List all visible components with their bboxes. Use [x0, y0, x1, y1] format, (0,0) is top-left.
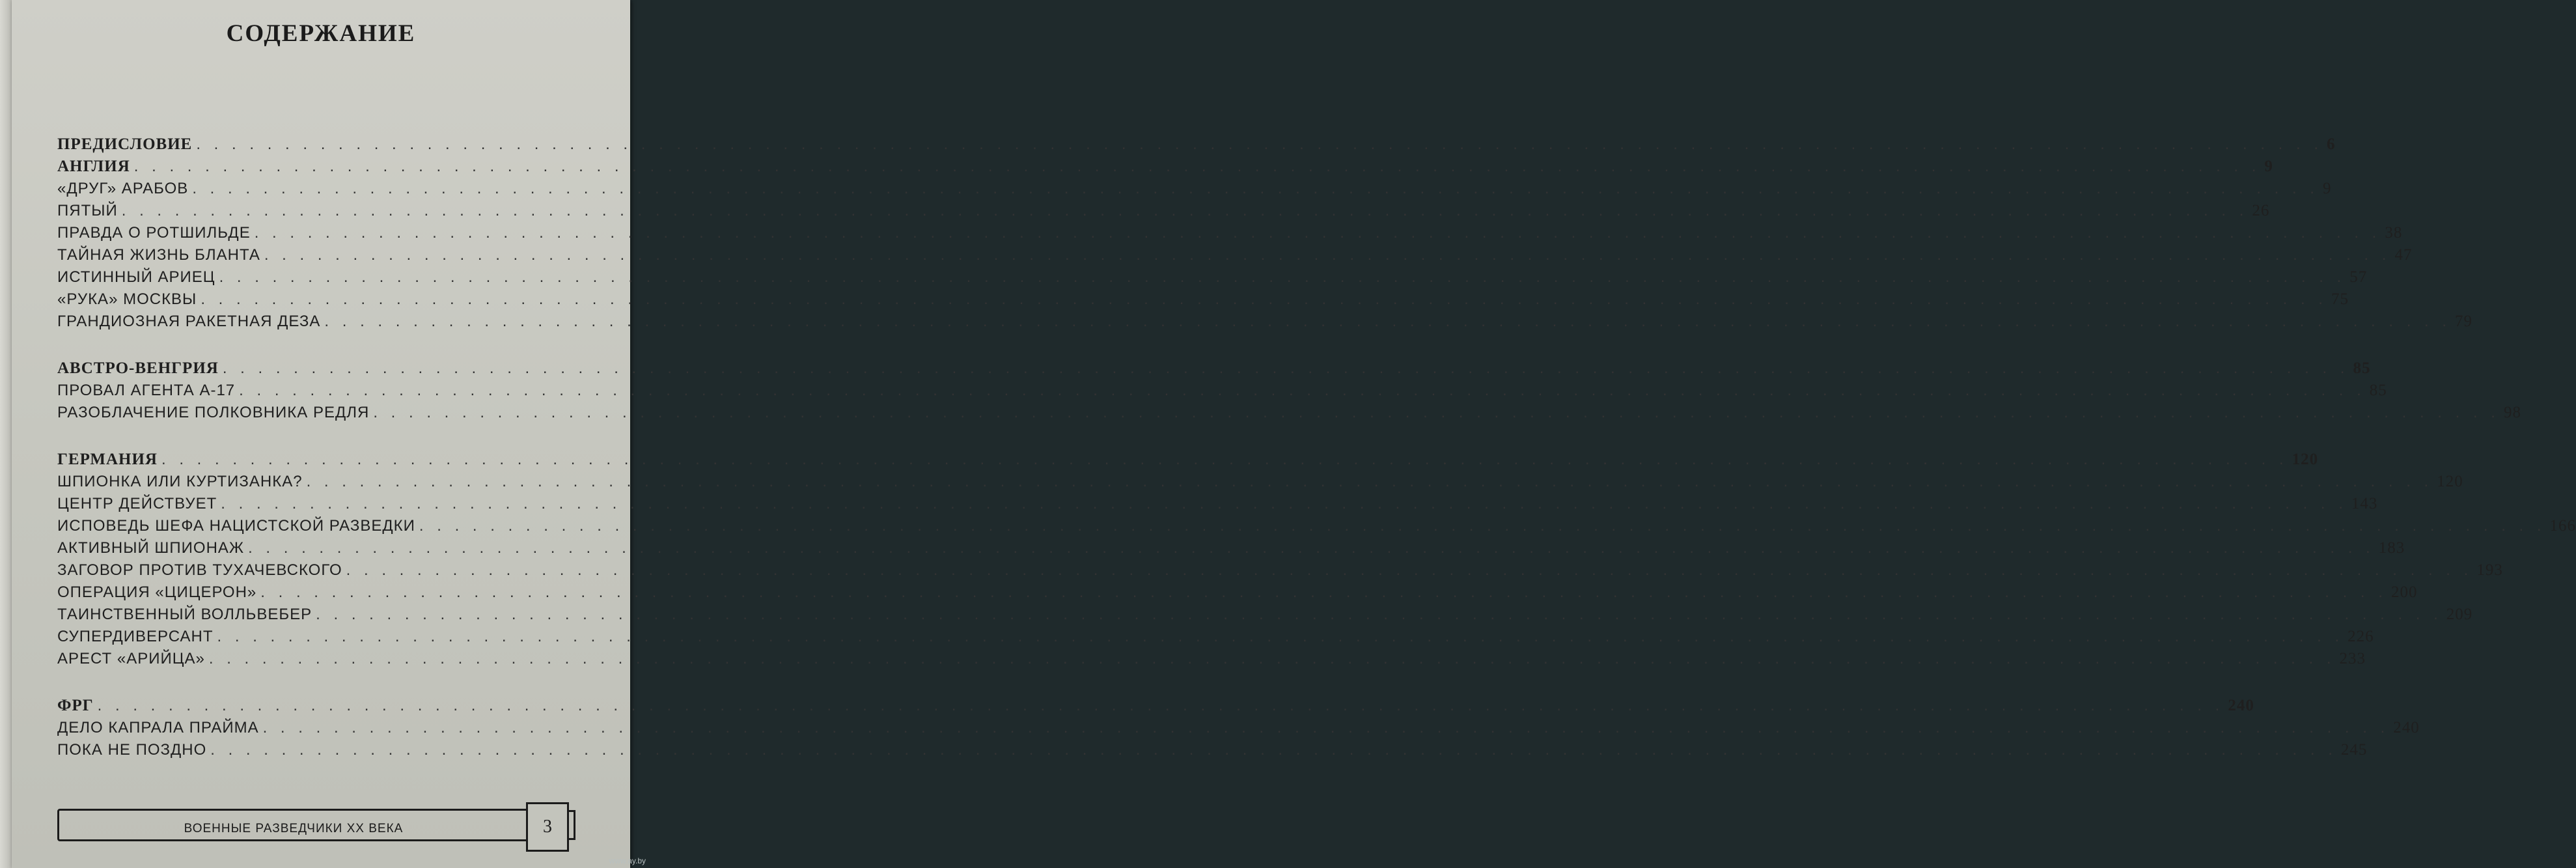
toc-entry-label: ТАИНСТВЕННЫЙ ВОЛЛЬВЕБЕР	[57, 606, 312, 623]
toc-section-entry	[57, 697, 2254, 719]
toc-section-entry	[57, 451, 2319, 473]
toc-entry	[57, 224, 2403, 246]
book-page	[12, 0, 2576, 868]
toc-entry-label: АВСТРО-ВЕНГРИЯ	[57, 359, 219, 377]
toc-entry	[57, 404, 2521, 426]
toc-entry-label: ПРЕДИСЛОВИЕ	[57, 135, 193, 153]
table-of-contents	[57, 135, 2576, 763]
toc-entry-page-number: 85	[2353, 359, 2371, 377]
toc-entry-page-number: 57	[2349, 268, 2368, 286]
toc-entry	[57, 382, 2387, 404]
toc-entry	[57, 313, 2473, 335]
toc-entry	[57, 539, 2405, 561]
toc-entry-label: ПОКА НЕ ПОЗДНО	[57, 741, 207, 759]
toc-section-entry	[57, 359, 2371, 382]
toc-entry-page-number: 166	[2549, 517, 2576, 535]
toc-entry-page-number: 9	[2322, 180, 2332, 197]
toc-entry-label: ГЕРМАНИЯ	[57, 451, 158, 468]
toc-entry	[57, 741, 2368, 763]
footer-page-tab	[567, 810, 575, 840]
toc-entry-page-number: 26	[2252, 202, 2270, 219]
toc-entry-label: ИСПОВЕДЬ ШЕФА НАЦИСТСКОЙ РАЗВЕДКИ	[57, 517, 415, 535]
section-gap	[57, 335, 544, 359]
dot-leader: . . . . . . . . . . . . . . . . . . . . . . . . . . . . . . . . . . . . . . . . . . . . . . . . . . . . . . . . . . . . . . . . . . . . . . . . . . . . . . . . . . . . . . . . . . . . . . . . . . . . . . . . . . . . . . . . . . . . . . . .	[217, 628, 2344, 645]
toc-entry-page-number: 209	[2446, 606, 2473, 623]
toc-entry	[57, 180, 2332, 202]
dot-leader: . . . . . . . . . . . . . . . . . . . . . . . . . . . . . . . . . . . . . . . . . . . . . . . . . . . . . . . . . . . . . . . . . . . . . . . . . . . . . . . . . . . . . . . . . . . . . . . . . . . . . . . . . . . . . . . . . . . . . . . .	[221, 495, 2347, 512]
toc-entry-page-number: 240	[2393, 719, 2420, 736]
toc-entry-page-number: 75	[2331, 290, 2349, 308]
footer-book-title: ВОЕННЫЕ РАЗВЕДЧИКИ XX ВЕКА	[184, 822, 404, 835]
toc-entry	[57, 650, 2366, 672]
toc-entry-page-number: 193	[2476, 561, 2503, 579]
toc-entry	[57, 268, 2368, 290]
toc-entry-page-number: 183	[2378, 539, 2405, 557]
section-gap	[57, 672, 544, 697]
toc-entry-label: ПЯТЫЙ	[57, 202, 118, 219]
dot-leader: . . . . . . . . . . . . . . . . . . . . . . . . . . . . . . . . . . . . . . . . . . . . . . . . . . . . . . . . . . . . . . . . . . . . . . . . . . . . . . . . . . . . . . . . . . . . . . . . . . . . . . . . . . . . . . . . . . . . . . . .	[262, 719, 2390, 736]
toc-entry	[57, 561, 2503, 583]
toc-entry-label: «РУКА» МОСКВЫ	[57, 290, 197, 308]
toc-entry-label: ЗАГОВОР ПРОТИВ ТУХАЧЕВСКОГО	[57, 561, 342, 579]
dot-leader: . . . . . . . . . . . . . . . . . . . . . . . . . . . . . . . . . . . . . . . . . . . . . . . . . . . . . . . . . . . . . . . . . . . . . . . . . . . . . . . . . . . . . . . . . . . . . . . . . . . . . . . . . . . . . . . . . . . . . . . .	[248, 539, 2375, 557]
dot-leader: . . . . . . . . . . . . . . . . . . . . . . . . . . . . . . . . . . . . . . . . . . . . . . . . . . . . . . . . . . . . . . . . . . . . . . . . . . . . . . . . . . . . . . . . . . . . . . . . . . . . . . . . . . . . . . . . . . . . . . . .	[264, 246, 2391, 264]
dot-leader: . . . . . . . . . . . . . . . . . . . . . . . . . . . . . . . . . . . . . . . . . . . . . . . . . . . . . . . . . . . . . . . . . . . . . . . . . . . . . . . . . . . . . . . . . . . . . . . . . . . . . . . . . . . . . . . . . . . . . . . .	[208, 650, 2336, 667]
toc-entry-page-number: 233	[2339, 650, 2366, 667]
dot-leader: . . . . . . . . . . . . . . . . . . . . . . . . . . . . . . . . . . . . . . . . . . . . . . . . . . . . . . . . . . . . . . . . . . . . . . . . . . . . . . . . . . . . . . . . . . . . . . . . . . . . . . . . . . . . . . . . . . . . . . . .	[260, 583, 2387, 601]
toc-entry	[57, 583, 2418, 606]
toc-section-entry	[57, 135, 2336, 158]
dot-leader: . . . . . . . . . . . . . . . . . . . . . . . . . . . . . . . . . . . . . . . . . . . . . . . . . . . . . . . . . . . . . . . . . . . . . . . . . . . . . . . . . . . . . . . . . . . . . . . . . . . . . . . . . . . . . . . . . . . . . . . .	[161, 451, 2288, 468]
toc-entry-label: ГРАНДИОЗНАЯ РАКЕТНАЯ ДЕЗА	[57, 313, 321, 330]
toc-entry	[57, 628, 2374, 650]
dot-leader: . . . . . . . . . . . . . . . . . . . . . . . . . . . . . . . . . . . . . . . . . . . . . . . . . . . . . . . . . . . . . . . . . . . . . . . . . . . . . . . . . . . . . . . . . . . . . . . . . . . . . . . . . . . . . . . . . . . . . . . .	[219, 268, 2346, 286]
toc-entry-label: «ДРУГ» АРАБОВ	[57, 180, 189, 197]
dot-leader: . . . . . . . . . . . . . . . . . . . . . . . . . . . . . . . . . . . . . . . . . . . . . . . . . . . . . . . . . . . . . . . . . . . . . . . . . . . . . . . . . . . . . . . . . . . . . . . . . . . . . . . . . . . . . . . . . . . . . . . .	[373, 404, 2500, 421]
page-title: СОДЕРЖАНИЕ	[226, 20, 416, 47]
toc-entry-label: ЦЕНТР ДЕЙСТВУЕТ	[57, 495, 217, 512]
toc-entry-page-number: 120	[2292, 451, 2319, 468]
toc-entry-label: ДЕЛО КАПРАЛА ПРАЙМА	[57, 719, 259, 736]
toc-entry-page-number: 120	[2437, 473, 2463, 490]
toc-entry-label: АНГЛИЯ	[57, 158, 130, 175]
toc-entry-page-number: 200	[2390, 583, 2418, 601]
toc-entry-page-number: 245	[2340, 741, 2368, 759]
toc-entry-label: АКТИВНЫЙ ШПИОНАЖ	[57, 539, 245, 557]
toc-entry-page-number: 85	[2369, 382, 2387, 399]
toc-entry-label: ФРГ	[57, 697, 94, 714]
dot-leader: . . . . . . . . . . . . . . . . . . . . . . . . . . . . . . . . . . . . . . . . . . . . . . . . . . . . . . . . . . . . . . . . . . . . . . . . . . . . . . . . . . . . . . . . . . . . . . . . . . . . . . . . . . . . . . . . . . . . . . . .	[419, 517, 2546, 535]
dot-leader: . . . . . . . . . . . . . . . . . . . . . . . . . . . . . . . . . . . . . . . . . . . . . . . . . . . . . . . . . . . . . . . . . . . . . . . . . . . . . . . . . . . . . . . . . . . . . . . . . . . . . . . . . . . . . . . . . . . . . . . .	[192, 180, 2319, 197]
dot-leader: . . . . . . . . . . . . . . . . . . . . . . . . . . . . . . . . . . . . . . . . . . . . . . . . . . . . . . . . . . . . . . . . . . . . . . . . . . . . . . . . . . . . . . . . . . . . . . . . . . . . . . . . . . . . . . . . . . . . . . . .	[346, 561, 2473, 579]
dot-leader: . . . . . . . . . . . . . . . . . . . . . . . . . . . . . . . . . . . . . . . . . . . . . . . . . . . . . . . . . . . . . . . . . . . . . . . . . . . . . . . . . . . . . . . . . . . . . . . . . . . . . . . . . . . . . . . . . . . . . . . .	[306, 473, 2433, 490]
dot-leader: . . . . . . . . . . . . . . . . . . . . . . . . . . . . . . . . . . . . . . . . . . . . . . . . . . . . . . . . . . . . . . . . . . . . . . . . . . . . . . . . . . . . . . . . . . . . . . . . . . . . . . . . . . . . . . . . . . . . . . . .	[133, 158, 2261, 175]
toc-entry-label: ОПЕРАЦИЯ «ЦИЦЕРОН»	[57, 583, 257, 601]
toc-entry-page-number: 98	[2503, 404, 2521, 421]
toc-entry-label: РАЗОБЛАЧЕНИЕ ПОЛКОВНИКА РЕДЛЯ	[57, 404, 370, 421]
toc-entry-label: СУПЕРДИВЕРСАНТ	[57, 628, 214, 645]
toc-entry-page-number: 143	[2351, 495, 2378, 512]
dot-leader: . . . . . . . . . . . . . . . . . . . . . . . . . . . . . . . . . . . . . . . . . . . . . . . . . . . . . . . . . . . . . . . . . . . . . . . . . . . . . . . . . . . . . . . . . . . . . . . . . . . . . . . . . . . . . . . . . . . . . . . .	[239, 382, 2366, 399]
toc-entry-label: ШПИОНКА ИЛИ КУРТИЗАНКА?	[57, 473, 303, 490]
dot-leader: . . . . . . . . . . . . . . . . . . . . . . . . . . . . . . . . . . . . . . . . . . . . . . . . . . . . . . . . . . . . . . . . . . . . . . . . . . . . . . . . . . . . . . . . . . . . . . . . . . . . . . . . . . . . . . . . . . . . . . . .	[222, 359, 2349, 377]
toc-entry	[57, 246, 2413, 268]
toc-entry-page-number: 240	[2228, 697, 2254, 714]
footer-bar	[57, 809, 530, 841]
toc-entry-label: АРЕСТ «АРИЙЦА»	[57, 650, 205, 667]
toc-entry	[57, 517, 2576, 539]
dot-leader: . . . . . . . . . . . . . . . . . . . . . . . . . . . . . . . . . . . . . . . . . . . . . . . . . . . . . . . . . . . . . . . . . . . . . . . . . . . . . . . . . . . . . . . . . . . . . . . . . . . . . . . . . . . . . . . . . . . . . . . .	[210, 741, 2337, 759]
toc-entry	[57, 606, 2473, 628]
toc-entry-page-number: 6	[2327, 135, 2336, 153]
toc-entry-label: ПРОВАЛ АГЕНТА А-17	[57, 382, 236, 399]
watermark: www.ay.by	[609, 856, 646, 865]
dot-leader: . . . . . . . . . . . . . . . . . . . . . . . . . . . . . . . . . . . . . . . . . . . . . . . . . . . . . . . . . . . . . . . . . . . . . . . . . . . . . . . . . . . . . . . . . . . . . . . . . . . . . . . . . . . . . . . . . . . . . . . .	[196, 135, 2323, 153]
toc-entry	[57, 202, 2270, 224]
toc-section-entry	[57, 158, 2273, 180]
toc-entry	[57, 719, 2420, 741]
dot-leader: . . . . . . . . . . . . . . . . . . . . . . . . . . . . . . . . . . . . . . . . . . . . . . . . . . . . . . . . . . . . . . . . . . . . . . . . . . . . . . . . . . . . . . . . . . . . . . . . . . . . . . . . . . . . . . . . . . . . . . . .	[121, 202, 2249, 219]
dot-leader: . . . . . . . . . . . . . . . . . . . . . . . . . . . . . . . . . . . . . . . . . . . . . . . . . . . . . . . . . . . . . . . . . . . . . . . . . . . . . . . . . . . . . . . . . . . . . . . . . . . . . . . . . . . . . . . . . . . . . . . .	[201, 290, 2327, 308]
toc-entry-page-number: 38	[2385, 224, 2403, 242]
toc-entry-page-number: 79	[2455, 313, 2473, 330]
footer-page-box	[526, 802, 569, 852]
toc-entry	[57, 473, 2463, 495]
dot-leader: . . . . . . . . . . . . . . . . . . . . . . . . . . . . . . . . . . . . . . . . . . . . . . . . . . . . . . . . . . . . . . . . . . . . . . . . . . . . . . . . . . . . . . . . . . . . . . . . . . . . . . . . . . . . . . . . . . . . . . . .	[97, 697, 2224, 714]
toc-entry-page-number: 226	[2347, 628, 2374, 645]
dot-leader: . . . . . . . . . . . . . . . . . . . . . . . . . . . . . . . . . . . . . . . . . . . . . . . . . . . . . . . . . . . . . . . . . . . . . . . . . . . . . . . . . . . . . . . . . . . . . . . . . . . . . . . . . . . . . . . . . . . . . . . .	[254, 224, 2381, 242]
toc-entry-page-number: 47	[2394, 246, 2413, 264]
toc-entry-label: ИСТИННЫЙ АРИЕЦ	[57, 268, 215, 286]
section-gap	[57, 426, 544, 451]
toc-entry-label: ТАЙНАЯ ЖИЗНЬ БЛАНТА	[57, 246, 260, 264]
toc-entry-label: ПРАВДА О РОТШИЛЬДЕ	[57, 224, 251, 242]
toc-entry-page-number: 9	[2264, 158, 2273, 175]
toc-entry	[57, 495, 2378, 517]
dot-leader: . . . . . . . . . . . . . . . . . . . . . . . . . . . . . . . . . . . . . . . . . . . . . . . . . . . . . . . . . . . . . . . . . . . . . . . . . . . . . . . . . . . . . . . . . . . . . . . . . . . . . . . . . . . . . . . . . . . . . . . .	[324, 313, 2452, 330]
toc-entry	[57, 290, 2349, 313]
page-number: 3	[543, 817, 552, 837]
dot-leader: . . . . . . . . . . . . . . . . . . . . . . . . . . . . . . . . . . . . . . . . . . . . . . . . . . . . . . . . . . . . . . . . . . . . . . . . . . . . . . . . . . . . . . . . . . . . . . . . . . . . . . . . . . . . . . . . . . . . . . . .	[316, 606, 2443, 623]
